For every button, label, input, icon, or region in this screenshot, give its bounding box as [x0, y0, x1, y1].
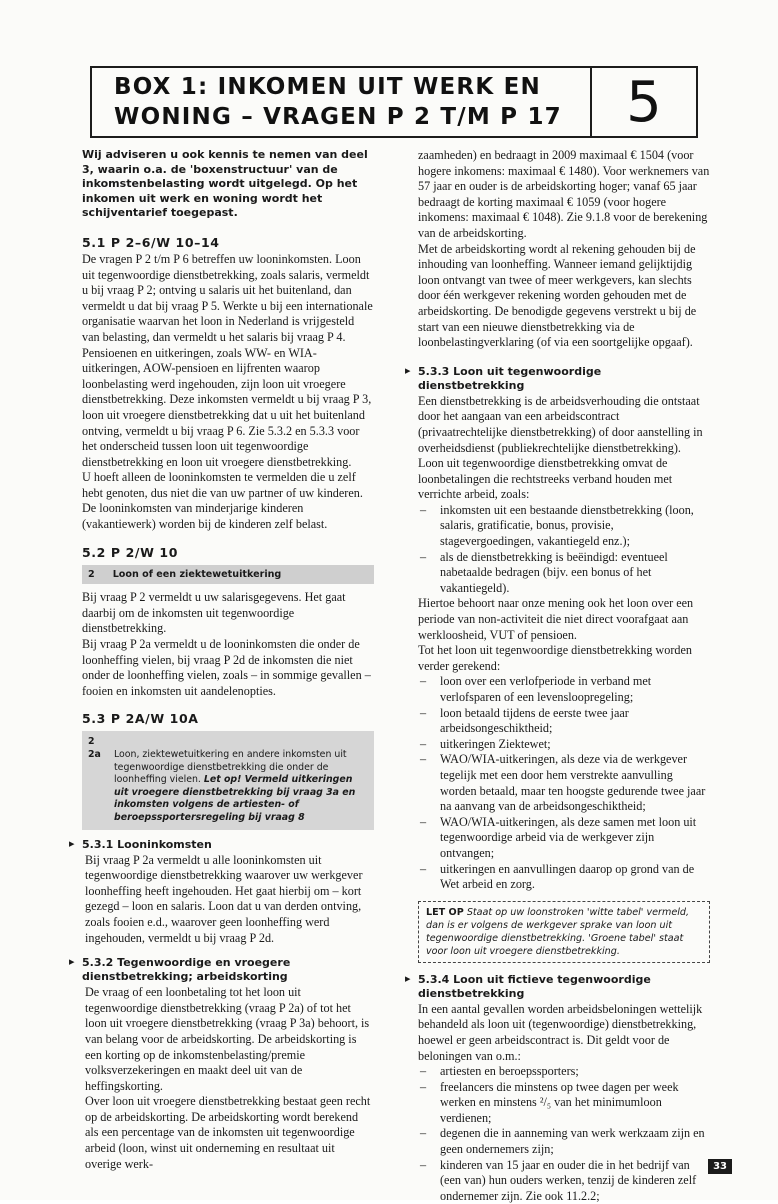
paragraph: De vragen P 2 t/m P 6 betreffen uw looninkomsten. Loon uit tegenwoordige dienstbetrekking, zoals salaris, vermeldt u bij vraag P 2; ontving u salaris uit het buitenland, dan vermeldt u dat bij vraag P 5. Werkte u bij een internationale organisatie waarvan het loon in Nederland is vrijgesteld van belasting, dan vermeldt u het salaris bij vraag P 4. [82, 251, 373, 344]
question-note: Let op! Vermeld uitkeringen uit vroegere dienstbetrekking bij vraag 3a en inkomsten volgens de artiesten- of beroepssportersregeling bij vraag 8 [114, 774, 356, 823]
list-item: – artiesten en beroepssporters; [418, 1064, 710, 1080]
section-5-3-heading: 5.3 P 2A/W 10A [82, 711, 199, 727]
question-text: Loon, ziektewetuitkering en andere inkomsten uit tegenwoordige dienstbetrekking die onder de loonheffing vielen. [114, 749, 347, 786]
list-item: – degenen die in aanneming van werk werkzaam zijn en geen ondernemers zijn; [418, 1126, 710, 1157]
note-label: LET OP [426, 906, 464, 918]
section-5-3-1-heading: ▸ 5.3.1 Looninkomsten [82, 838, 374, 852]
paragraph: Over loon uit vroegere dienstbetrekking bestaat geen recht op de arbeidskorting. De arbeidskorting wordt berekend als een percentage van de inkomsten uit tegenwoordige arbeid (loon, winst uit onderneming en resultaat uit overige werk- [85, 1094, 371, 1171]
bullet-list [418, 674, 710, 892]
paragraph: Bij vraag P 2a vermeldt u alle looninkomsten uit tegenwoordige dienstbetrekking waarover uw werkgever loonheffing heeft ingehouden. Het gaat hierbij om – kort gezegd – loon en salaris. Loon dat u van derden ontving, zoals fooien e.d., waarover geen loonheffing werd ingehouden, vermeldt u bij vraag P 2d. [85, 852, 363, 945]
form-question-bar [82, 565, 374, 585]
paragraph: Bij vraag P 2 vermeldt u uw salarisgegevens. Het gaat daarbij om de inkomsten uit tegenwoordige dienstbetrekking. [82, 590, 346, 636]
form-question-box [82, 731, 374, 829]
paragraph: De vraag of een loonbetaling tot het loon uit tegenwoordige dienstbetrekking (vraag P 2a) of tot het loon uit vroegere dienstbetrekking (vraag P 3a) behoort, is van belang voor de arbeidskorting. De arbeidskorting is een korting op de inkomstenbelasting/premie volksverzekeringen en maakt deel uit van de heffingskorting. [85, 985, 370, 1093]
right-column [418, 148, 710, 1204]
question-number: 2 [88, 568, 95, 580]
page-number: 33 [708, 1159, 732, 1174]
section-5-1-heading: 5.1 P 2–6/W 10–14 [82, 234, 220, 250]
intro-paragraph: Wij adviseren u ook kennis te nemen van deel 3, waarin o.a. de 'boxenstructuur' van de inkomstenbelasting wordt uitgelegd. Op het inkomen uit werk en woning wordt het schijventarief toegepast. [82, 148, 368, 220]
question-number: 2a [88, 749, 101, 760]
paragraph: Met de arbeidskorting wordt al rekening gehouden bij de inhouding van loonheffing. Wanneer iemand gelijktijdig loon ontvangt van twee of meer werkgevers, kan slechts door één werkgever rekening worden gehouden met de arbeidskorting. De benodigde gegevens verstrekt u bij de start van een nieuwe dienstbetrekking via de loonbelastingverklaring (of via een soortgelijke opgaaf). [418, 241, 697, 350]
paragraph: In een aantal gevallen worden arbeidsbeloningen wettelijk behandeld als loon uit (tegenwoordige) dienstbetrekking, hoewel er geen arbeidscontract is. Dit geldt voor de beloningen van o.m.: [418, 1001, 703, 1063]
paragraph: Een dienstbetrekking is de arbeidsverhouding die ontstaat door het aangaan van een arbeidscontract (privaatrechtelijke dienstbetrekking) of door aanstelling in overheidsdienst (publiekrechtelijke dienstbetrekking). [418, 393, 703, 455]
chapter-title-line-1: BOX 1: INKOMEN UIT WERK EN [114, 74, 541, 100]
paragraph: Pensioenen en uitkeringen, zoals WW- en WIA-uitkeringen, AOW-pensioen en lijfrenten waarop loonbelasting werd ingehouden, zijn loon uit vroegere dienstbetrekking. Deze inkomsten vermeldt u bij vraag P 3, loon uit vroegere dienstbetrekking dat u uit het buitenland ontving, vermeldt u bij vraag P 6. Zie 5.3.2 en 5.3.3 voor het onderscheid tussen loon uit tegenwoordige dienstbetrekking en loon uit vroegere dienstbetrekking. [82, 345, 372, 469]
question-text-block [114, 749, 368, 825]
paragraph: U hoeft alleen de looninkomsten te vermelden die u zelf hebt genoten, dus niet die van uw partner of uw kinderen. De looninkomsten van minderjarige kinderen (vakantiewerk) worden bij de kinderen zelf belast. [82, 470, 363, 532]
list-item: – loon betaald tijdens de eerste twee jaar arbeidsongeschiktheid; [418, 706, 710, 737]
chapter-number: 5 [590, 68, 696, 136]
list-item: – inkomsten uit een bestaande dienstbetrekking (loon, salaris, gratificatie, bonus, provisie, stagevergoedingen, vakantiegeld enz.); [418, 503, 710, 550]
paragraph: zaamheden) en bedraagt in 2009 maximaal € 1504 (voor hogere inkomens: maximaal € 1480). Voor werknemers van 57 jaar en ouder is de arbeidskorting hoger; vanaf 65 jaar bedraagt de korting maximaal € 1059 (voor hogere inkomens: maximaal € 1048). Zie 9.1.8 voor de berekening van de arbeidskorting. [418, 148, 710, 240]
list-item: – WAO/WIA-uitkeringen, als deze samen met loon uit tegenwoordige arbeid via de werkgever zijn ontvangen; [418, 815, 710, 862]
section-5-3-4-heading: ▸ 5.3.4 Loon uit fictieve tegenwoordige dienstbetrekking [418, 973, 710, 1001]
note-text: Staat op uw loonstroken 'witte tabel' vermeld, dan is er volgens de werkgever sprake van loon uit tegenwoordige dienstbetrekking. 'Groene tabel' staat voor loon uit vroegere dienstbetrekking. [426, 906, 690, 957]
question-text: Loon of een ziektewetuitkering [112, 568, 282, 580]
paragraph: Loon uit tegenwoordige dienstbetrekking omvat de loonbetalingen die rechtstreeks verband houden met verrichte arbeid, zoals: [418, 456, 673, 502]
paragraph: Tot het loon uit tegenwoordige dienstbetrekking worden verder gerekend: [418, 643, 692, 673]
paragraph: Bij vraag P 2a vermeldt u de looninkomsten die onder de loonheffing vielen, bij vraag P 2d de inkomsten die niet onder de loonheffing vielen, zoals – in sommige gevallen – fooien en inkomsten uit aandelenopties. [82, 637, 371, 698]
chapter-header [90, 66, 698, 138]
question-row [88, 736, 368, 749]
list-item: – kinderen van 15 jaar en ouder die in het bedrijf van (een van) hun ouders werken, tenzij de kinderen zelf ondernemer zijn. Zie ook 11.2.2; [418, 1158, 710, 1204]
section-5-3-3-heading: ▸ 5.3.3 Loon uit tegenwoordige dienstbetrekking [418, 365, 710, 393]
paragraph: Hiertoe behoort naar onze mening ook het loon over een periode van non-activiteit die niet direct voorafgaat aan werkloosheid, VUT of pensioen. [418, 596, 694, 642]
list-item: – uitkeringen Ziektewet; [418, 737, 710, 753]
list-item: – freelancers die minstens op twee dagen per week werken en minstens ²/₅ van het minimumloon verdienen; [418, 1080, 710, 1127]
left-column [82, 148, 374, 1172]
list-item: – WAO/WIA-uitkeringen, als deze via de werkgever tegelijk met een door hem verstrekte aanvulling worden betaald, maar ten hoogste gedurende twee jaar na aanvang van de arbeidsongeschiktheid; [418, 752, 710, 814]
bullet-list [418, 503, 710, 597]
list-item: – uitkeringen en aanvullingen daarop op grond van de Wet arbeid en zorg. [418, 862, 710, 893]
question-number: 2 [88, 736, 95, 748]
note-box [418, 901, 710, 963]
list-item: – als de dienstbetrekking is beëindigd: eventueel nabetaalde bedragen (bijv. een bonus of het vakantiegeld). [418, 550, 710, 597]
list-item: – loon over een verlofperiode in verband met verlofsparen of een levensloopregeling; [418, 674, 710, 705]
section-5-2-heading: 5.2 P 2/W 10 [82, 544, 179, 560]
bullet-list [418, 1064, 710, 1204]
section-5-3-2-heading: ▸ 5.3.2 Tegenwoordige en vroegere dienstbetrekking; arbeidskorting [82, 956, 374, 984]
chapter-title [92, 68, 590, 136]
chapter-title-line-2: WONING – VRAGEN P 2 T/M P 17 [114, 104, 562, 130]
question-row [88, 749, 368, 825]
